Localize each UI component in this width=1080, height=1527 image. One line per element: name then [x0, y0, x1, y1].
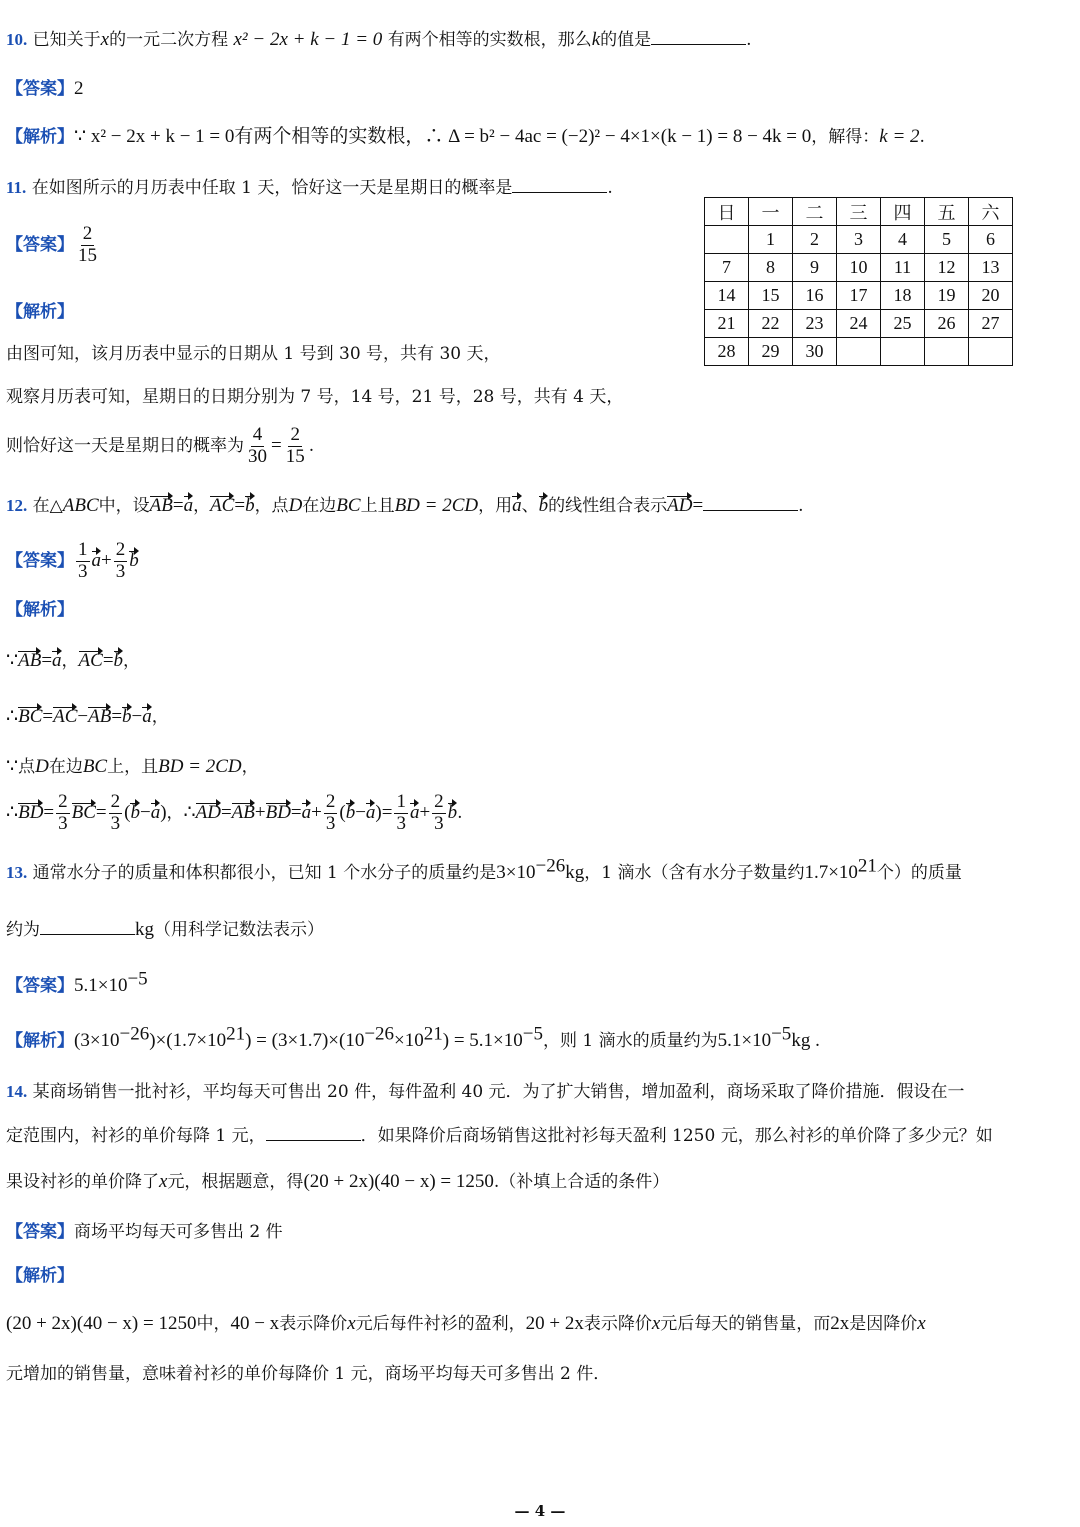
day: 17: [837, 282, 881, 310]
text: 已知关于: [32, 30, 101, 50]
fraction: $\frac{4}{30}$: [248, 424, 267, 467]
day: 4: [881, 226, 925, 254]
weekday: 五: [925, 198, 969, 226]
day: 5: [925, 226, 969, 254]
page-number: — 4 —: [514, 1502, 566, 1520]
weekday: 三: [837, 198, 881, 226]
calendar-row: [705, 282, 1013, 310]
day: 28: [705, 338, 749, 366]
math: k: [591, 29, 601, 50]
text: 有两个相等的实数根，那么: [387, 30, 592, 50]
weekday: 一: [749, 198, 793, 226]
q13-stem-line2: 约为 kg（用科学记数法表示）: [6, 919, 324, 940]
q12-analysis-line: ∵点D在边BC上，且BD = 2CD，: [6, 756, 259, 777]
day: 8: [749, 254, 793, 282]
question-number: 14.: [6, 1082, 28, 1101]
calendar-row: [705, 254, 1013, 282]
q12-analysis-line: ∵AB=a，AC=b，: [6, 650, 141, 671]
calendar-table: [704, 197, 1013, 366]
day: 29: [749, 338, 793, 366]
weekday: 六: [969, 198, 1013, 226]
analysis-tag: 【解析】: [6, 127, 74, 147]
q10-answer: [6, 78, 84, 101]
day: 7: [705, 254, 749, 282]
q14-analysis-line: 元增加的销售量，意味着衬衫的单价每降价 1 元，商场平均每天可多售出 2 件．: [6, 1364, 611, 1384]
text: 在如图所示的月历表中任取 1 天，恰好这一天是星期日的概率是: [31, 178, 513, 198]
day: 24: [837, 310, 881, 338]
vector: a: [183, 495, 194, 516]
day: 6: [969, 226, 1013, 254]
math-equation: x² − 2x + k − 1 = 0: [233, 29, 383, 50]
calendar-row: [705, 310, 1013, 338]
math: x: [100, 29, 110, 50]
day: 30: [793, 338, 837, 366]
calendar-row: [705, 338, 1013, 366]
question-number: 13.: [6, 863, 28, 882]
day: 19: [925, 282, 969, 310]
q11-analysis-tag: 【解析】: [6, 302, 74, 322]
q11-answer: [6, 224, 101, 267]
weekday: 日: [705, 198, 749, 226]
day: [969, 338, 1013, 366]
vector: b: [245, 495, 255, 516]
day: [837, 338, 881, 366]
answer-value: 2: [74, 78, 84, 99]
q11-stem: 11. 在如图所示的月历表中任取 1 天，恰好这一天是星期日的概率是 .: [6, 178, 613, 198]
q12-analysis-line: ∴BD= $\frac{2}{3}$ BC= $\frac{2}{3}$ (b−a)，∴AD=AB+BD=a+ $\frac{2}{3}$ (b−a)= $\frac{1}{3}$ a+ $\frac{2}{3}$ b.: [6, 791, 463, 834]
math: ∵ x² − 2x + k − 1 = 0: [74, 126, 235, 147]
answer-blank: [512, 176, 607, 193]
q13-analysis: 【解析】$(3\times 10^{-26})\times(1.7\times 10^{21}) = (3\times 1.7)\times(10^{-26}\times 10^{21}) = 5.1\times 10^{-5}$，则 1 滴水的质量约为$5.1\times 10^{-5}kg$ .: [6, 1023, 820, 1051]
q12-analysis-tag: 【解析】: [6, 600, 74, 620]
text: 的值是: [600, 30, 652, 50]
q10-stem: 10. 已知关于x的一元二次方程 x² − 2x + k − 1 = 0 有两个相等的实数根，那么k的值是 .: [6, 29, 752, 50]
day: 10: [837, 254, 881, 282]
q14-answer: 【答案】商场平均每天可多售出 2 件: [6, 1222, 283, 1242]
day: [705, 226, 749, 254]
q14-stem-line2: 定范围内，衬衫的单价每降 1 元， ．如果降价后商场销售这批衬衫每天盈利 1250 元，那么衬衫的单价降了多少元？如: [6, 1126, 993, 1146]
q13-answer: 【答案】$5.1\times 10^{-5}$: [6, 968, 148, 996]
day: 21: [705, 310, 749, 338]
day: 20: [969, 282, 1013, 310]
answer-tag: 【答案】: [6, 234, 74, 255]
math: k = 2: [879, 126, 920, 147]
answer-blank: [266, 1124, 361, 1141]
day: 26: [925, 310, 969, 338]
answer-tag: 【答案】: [6, 79, 74, 99]
q11-analysis-line: 则恰好这一天是星期日的概率为 $\frac{4}{30}$ = $\frac{2}{15}$ .: [6, 424, 315, 467]
weekday: 四: [881, 198, 925, 226]
answer-blank: [651, 28, 746, 45]
answer-blank: [40, 918, 135, 935]
calendar-header: [705, 198, 1013, 226]
day: [925, 338, 969, 366]
q11-analysis-line: 由图可知，该月历表中显示的日期从 1 号到 30 号，共有 30 天，: [6, 344, 501, 364]
weekday: 二: [793, 198, 837, 226]
day: 23: [793, 310, 837, 338]
day: 1: [749, 226, 793, 254]
question-number: 11.: [6, 178, 27, 197]
q14-analysis-line: (20 + 2x)(40 − x) = 1250中，40 − x表示降价x元后每件衬衫的盈利，20 + 2x表示降价x元后每天的销售量，而2x是因降价x: [6, 1313, 926, 1334]
q12-answer: 【答案】 $\frac{1}{3}$ a+ $\frac{2}{3}$ b: [6, 539, 139, 582]
q14-analysis-tag: 【解析】: [6, 1266, 74, 1286]
day: 15: [749, 282, 793, 310]
day: 16: [793, 282, 837, 310]
day: [881, 338, 925, 366]
question-number: 12.: [6, 496, 28, 515]
q14-stem: 14. 某商场销售一批衬衫，平均每天可售出 20 件，每件盈利 40 元．为了扩大销售，增加盈利，商场采取了降价措施．假设在一: [6, 1082, 965, 1102]
day: 27: [969, 310, 1013, 338]
question-number: 10.: [6, 30, 28, 49]
day: 25: [881, 310, 925, 338]
q14-stem-line3: 果设衬衫的单价降了x元，根据题意，得(20 + 2x)(40 − x) = 1250.（补填上合适的条件）: [6, 1171, 670, 1192]
text: ，解得：: [811, 127, 880, 147]
day: 22: [749, 310, 793, 338]
day: 3: [837, 226, 881, 254]
q11-analysis-line: 观察月历表可知，星期日的日期分别为 7 号，14 号，21 号，28 号，共有 4 天，: [6, 387, 624, 407]
answer-blank: [703, 494, 798, 511]
q12-stem: 12. 在△ABC中，设AB=a，AC=b，点D在边BC上且BD = 2CD，用a、b的线性组合表示AD= .: [6, 495, 804, 516]
day: 12: [925, 254, 969, 282]
q13-stem: 13. 通常水分子的质量和体积都很小，已知 1 个水分子的质量约是$3\times 10^{-26}kg$，1 滴水（含有水分子数量约$1.7\times 10^{21}$个）的质量: [6, 855, 962, 883]
calendar-row: [705, 226, 1013, 254]
day: 9: [793, 254, 837, 282]
q10-analysis: 【解析】∵ x² − 2x + k − 1 = 0有两个相等的实数根，∴ Δ = b² − 4ac = (−2)² − 4×1×(k − 1) = 8 − 4k = 0，解得：k = 2.: [6, 126, 925, 147]
day: 2: [793, 226, 837, 254]
q12-analysis-line: ∴BC=AC−AB=b−a，: [6, 706, 169, 727]
text: 的一元二次方程: [109, 30, 229, 50]
fraction: $\frac{2}{15}$: [285, 424, 305, 467]
day: 13: [969, 254, 1013, 282]
vector: AC: [210, 495, 235, 516]
vector: AB: [149, 495, 173, 516]
math: 有两个相等的实数根，∴ Δ = b² − 4ac = (−2)² − 4×1×(k − 1) = 8 − 4k = 0: [234, 126, 812, 147]
day: 11: [881, 254, 925, 282]
day: 18: [881, 282, 925, 310]
day: 14: [705, 282, 749, 310]
fraction: $\frac{2}{15}$: [78, 223, 97, 266]
